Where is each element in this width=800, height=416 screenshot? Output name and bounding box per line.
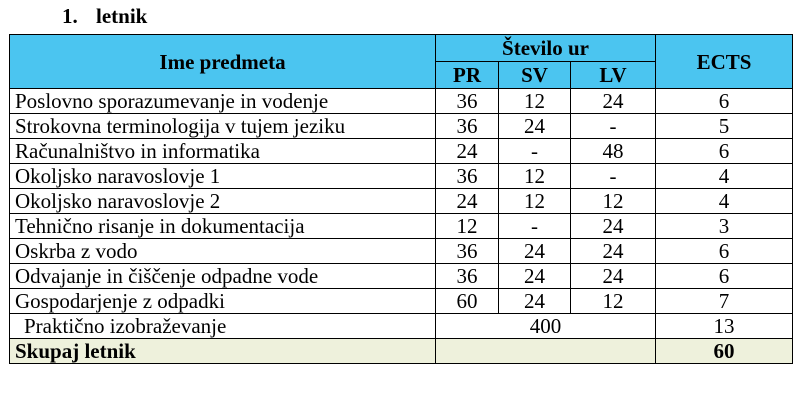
pr-value: 36 [436, 264, 499, 289]
header-ects: ECTS [656, 35, 793, 89]
sv-value: - [499, 214, 571, 239]
header-pr: PR [436, 62, 499, 89]
table-row [10, 164, 793, 189]
ects-value: 6 [656, 264, 793, 289]
lv-value: 24 [571, 89, 656, 114]
ects-value: 5 [656, 114, 793, 139]
section-number: 1. [62, 4, 78, 28]
sv-value: 24 [499, 289, 571, 314]
practical-name: Praktično izobraževanje [10, 314, 436, 339]
practical-row [10, 314, 793, 339]
total-ects: 60 [656, 339, 793, 364]
lv-value: 24 [571, 214, 656, 239]
sv-value: 24 [499, 264, 571, 289]
total-row [10, 339, 793, 364]
pr-value: 24 [436, 139, 499, 164]
sv-value: 12 [499, 164, 571, 189]
header-row [10, 35, 793, 62]
ects-value: 6 [656, 139, 793, 164]
subject-name: Okoljsko naravoslovje 1 [10, 164, 436, 189]
ects-value: 6 [656, 239, 793, 264]
table-row [10, 189, 793, 214]
sv-value: 12 [499, 189, 571, 214]
pr-value: 36 [436, 164, 499, 189]
lv-value: - [571, 114, 656, 139]
table-row [10, 214, 793, 239]
lv-value: 12 [571, 189, 656, 214]
pr-value: 60 [436, 289, 499, 314]
ects-value: 7 [656, 289, 793, 314]
sv-value: 24 [499, 114, 571, 139]
lv-value: 24 [571, 239, 656, 264]
section-title: letnik [96, 4, 148, 28]
curriculum-table [9, 34, 793, 364]
subject-name: Računalništvo in informatika [10, 139, 436, 164]
ects-value: 4 [656, 164, 793, 189]
sv-value: - [499, 139, 571, 164]
ects-value: 3 [656, 214, 793, 239]
table-row [10, 264, 793, 289]
section-heading [62, 3, 147, 29]
table-row [10, 139, 793, 164]
table-row [10, 89, 793, 114]
practical-ects: 13 [656, 314, 793, 339]
header-sv: SV [499, 62, 571, 89]
total-label: Skupaj letnik [10, 339, 436, 364]
lv-value: 12 [571, 289, 656, 314]
header-subject: Ime predmeta [10, 35, 436, 89]
subject-name: Tehnično risanje in dokumentacija [10, 214, 436, 239]
lv-value: - [571, 164, 656, 189]
table-row [10, 289, 793, 314]
subject-name: Poslovno sporazumevanje in vodenje [10, 89, 436, 114]
sv-value: 12 [499, 89, 571, 114]
ects-value: 4 [656, 189, 793, 214]
table-row [10, 114, 793, 139]
pr-value: 36 [436, 114, 499, 139]
lv-value: 48 [571, 139, 656, 164]
header-hours-group: Število ur [436, 35, 656, 62]
pr-value: 36 [436, 89, 499, 114]
table-row [10, 239, 793, 264]
subject-name: Odvajanje in čiščenje odpadne vode [10, 264, 436, 289]
sv-value: 24 [499, 239, 571, 264]
practical-hours: 400 [436, 314, 656, 339]
subject-name: Strokovna terminologija v tujem jeziku [10, 114, 436, 139]
pr-value: 12 [436, 214, 499, 239]
subject-name: Oskrba z vodo [10, 239, 436, 264]
pr-value: 36 [436, 239, 499, 264]
subject-name: Okoljsko naravoslovje 2 [10, 189, 436, 214]
ects-value: 6 [656, 89, 793, 114]
subject-name: Gospodarjenje z odpadki [10, 289, 436, 314]
lv-value: 24 [571, 264, 656, 289]
total-hours [436, 339, 656, 364]
header-lv: LV [571, 62, 656, 89]
pr-value: 24 [436, 189, 499, 214]
